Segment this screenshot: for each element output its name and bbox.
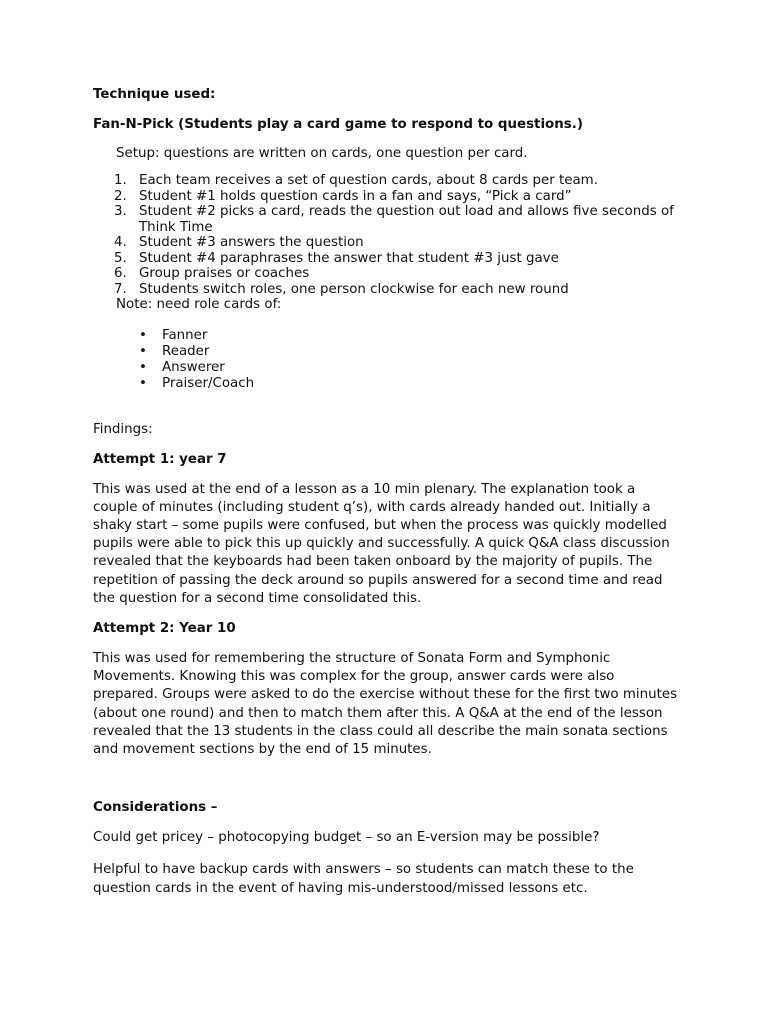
setup-text: Setup: questions are written on cards, one question per card. [116, 146, 528, 161]
document-page [93, 86, 683, 898]
list-item: 3. Student #2 picks a card, reads the question out load and allows five seconds of Think Time [114, 204, 674, 235]
attempt1-text: This was used at the end of a lesson as a 10 min plenary. The explanation took a couple of minutes (including student q’s), with cards already handed out. Initially a shaky start – some pupils were confused, but when the process was quickly modelled pupils were able to pick this up quickly and successfully. A quick Q&A class discussion revealed that the keyboards had been taken onboard by the majority of pupils. The repetition of passing the deck around so pupils answered for a second time and read the question for a second time consolidated this. [93, 481, 670, 606]
consideration-2: Helpful to have backup cards with answers – so students can match these to the question cards in the event of having mis-understood/missed lessons etc. [93, 862, 634, 896]
attempt2-title: Attempt 2: Year 10 [93, 620, 236, 636]
list-item: • Reader [139, 343, 210, 359]
list-item: 5. Student #4 paraphrases the answer that student #3 just gave [114, 250, 559, 266]
list-item: • Fanner [139, 327, 208, 343]
technique-label: Technique used: [93, 87, 216, 102]
list-item: 4. Student #3 answers the question [114, 235, 364, 250]
steps-list [114, 173, 683, 297]
considerations-title: Considerations – [93, 800, 218, 816]
bullet-icon: • [139, 327, 147, 343]
bullet-icon: • [139, 375, 147, 391]
list-item: • Answerer [139, 359, 225, 375]
attempt1-title: Attempt 1: year 7 [93, 451, 227, 467]
list-item: 2. Student #1 holds question cards in a fan and says, “Pick a card” [114, 188, 572, 204]
roles-list [139, 328, 683, 392]
list-item: 6. Group praises or coaches [114, 266, 310, 281]
technique-title: Fan-N-Pick (Students play a card game to respond to questions.) [93, 117, 583, 132]
list-item: 1. Each team receives a set of question cards, about 8 cards per team. [114, 173, 598, 188]
list-item: • Praiser/Coach [139, 375, 255, 391]
bullet-icon: • [139, 343, 147, 359]
attempt2-text: This was used for remembering the structure of Sonata Form and Symphonic Movements. Knowing this was complex for the group, answer cards were also prepared. Groups were asked to do the exercise without these for the first two minutes (about one round) and then to match them after this. A Q&A at the end of the lesson revealed that the 13 students in the class could all describe the main sonata sections and movement sections by the end of 15 minutes. [93, 650, 678, 757]
list-item: 7. Students switch roles, one person clockwise for each new round [114, 281, 569, 297]
bullet-icon: • [139, 359, 147, 375]
note-text: Note: need role cards of: [116, 297, 282, 312]
findings-label: Findings: [93, 421, 153, 437]
consideration-1: Could get pricey – photocopying budget – so an E-version may be possible? [93, 830, 600, 846]
